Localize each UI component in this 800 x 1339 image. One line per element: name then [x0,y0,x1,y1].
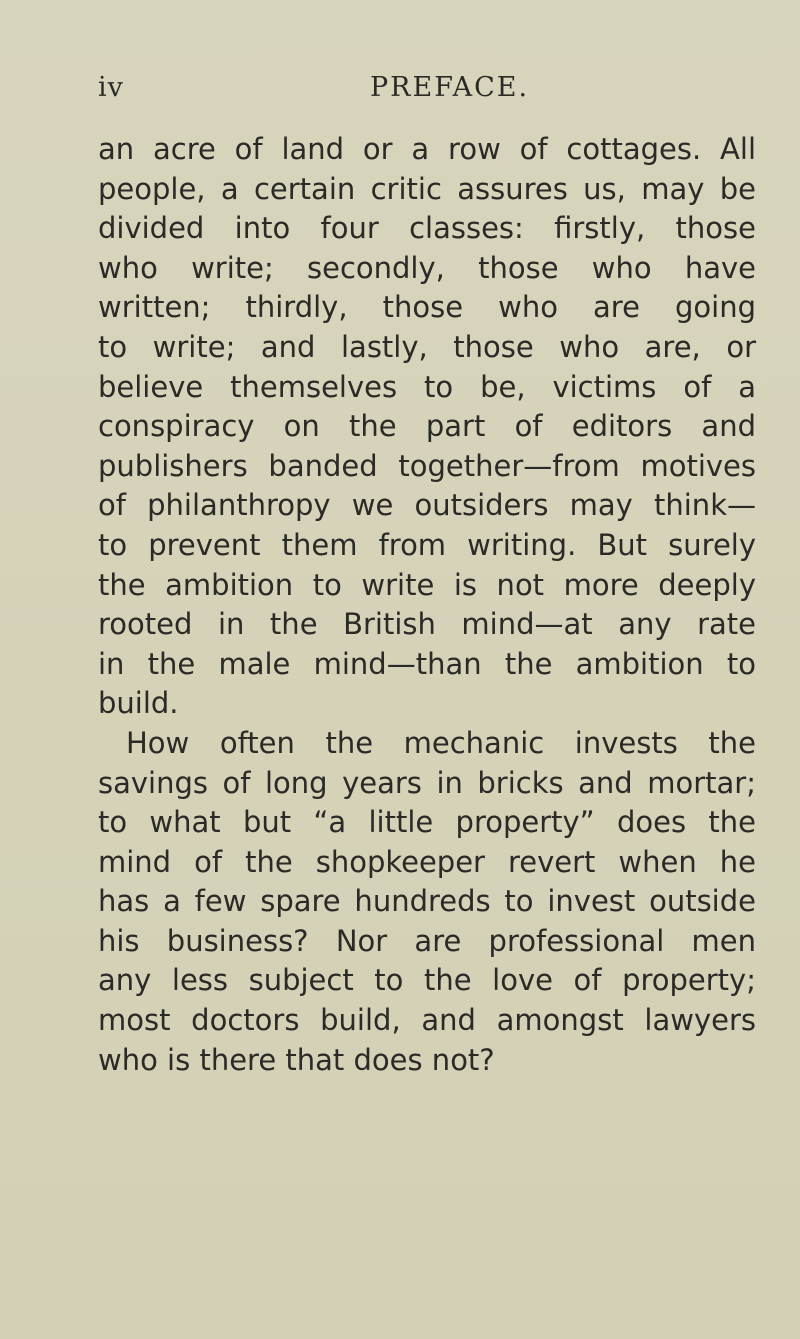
text-line: savings of long years in bricks and mortar; [98,765,756,800]
page-number: iv [98,72,124,103]
text-line: rooted in the British mind—at any rate [98,607,756,642]
text-line: to prevent them from writing. But surely [98,527,756,562]
running-title: PREFACE. [370,72,530,103]
text-line: an acre of land or a row of cottages. All [98,132,756,166]
text-line: mind of the shopkeeper revert when he [98,844,756,879]
text-line: conspiracy on the part of editors and [98,409,756,444]
text-line: most doctors build, and amongst lawyers [98,1003,756,1038]
paragraph-end-line: who is there that does not? [98,1042,495,1077]
paragraph-end-line: build. [98,686,179,721]
text-line: believe themselves to be, victims of a [98,369,756,404]
text-line: any less subject to the love of property; [98,963,756,998]
text-line: who write; secondly, those who have [98,250,756,285]
text-line: his business? Nor are professional men [98,923,756,958]
text-line: of philanthropy we outsiders may think— [98,488,756,523]
text-line: has a few spare hundreds to invest outside [98,884,756,919]
text-line: to write; and lastly, those who are, or [98,329,756,364]
text-line: to what but “a little property” does the [98,805,756,840]
text-line: divided into four classes: firstly, those [98,211,756,246]
text-line: the ambition to write is not more deeply [98,567,756,602]
body-text [98,130,756,1080]
running-head [98,72,698,112]
text-line: people, a certain critic assures us, may be [98,171,756,206]
paragraph-start-line: How often the mechanic invests the [126,725,756,760]
text-line: written; thirdly, those who are going [98,290,756,325]
text-line: in the male mind—than the ambition to [98,646,756,681]
text-line: publishers banded together—from motives [98,448,756,483]
